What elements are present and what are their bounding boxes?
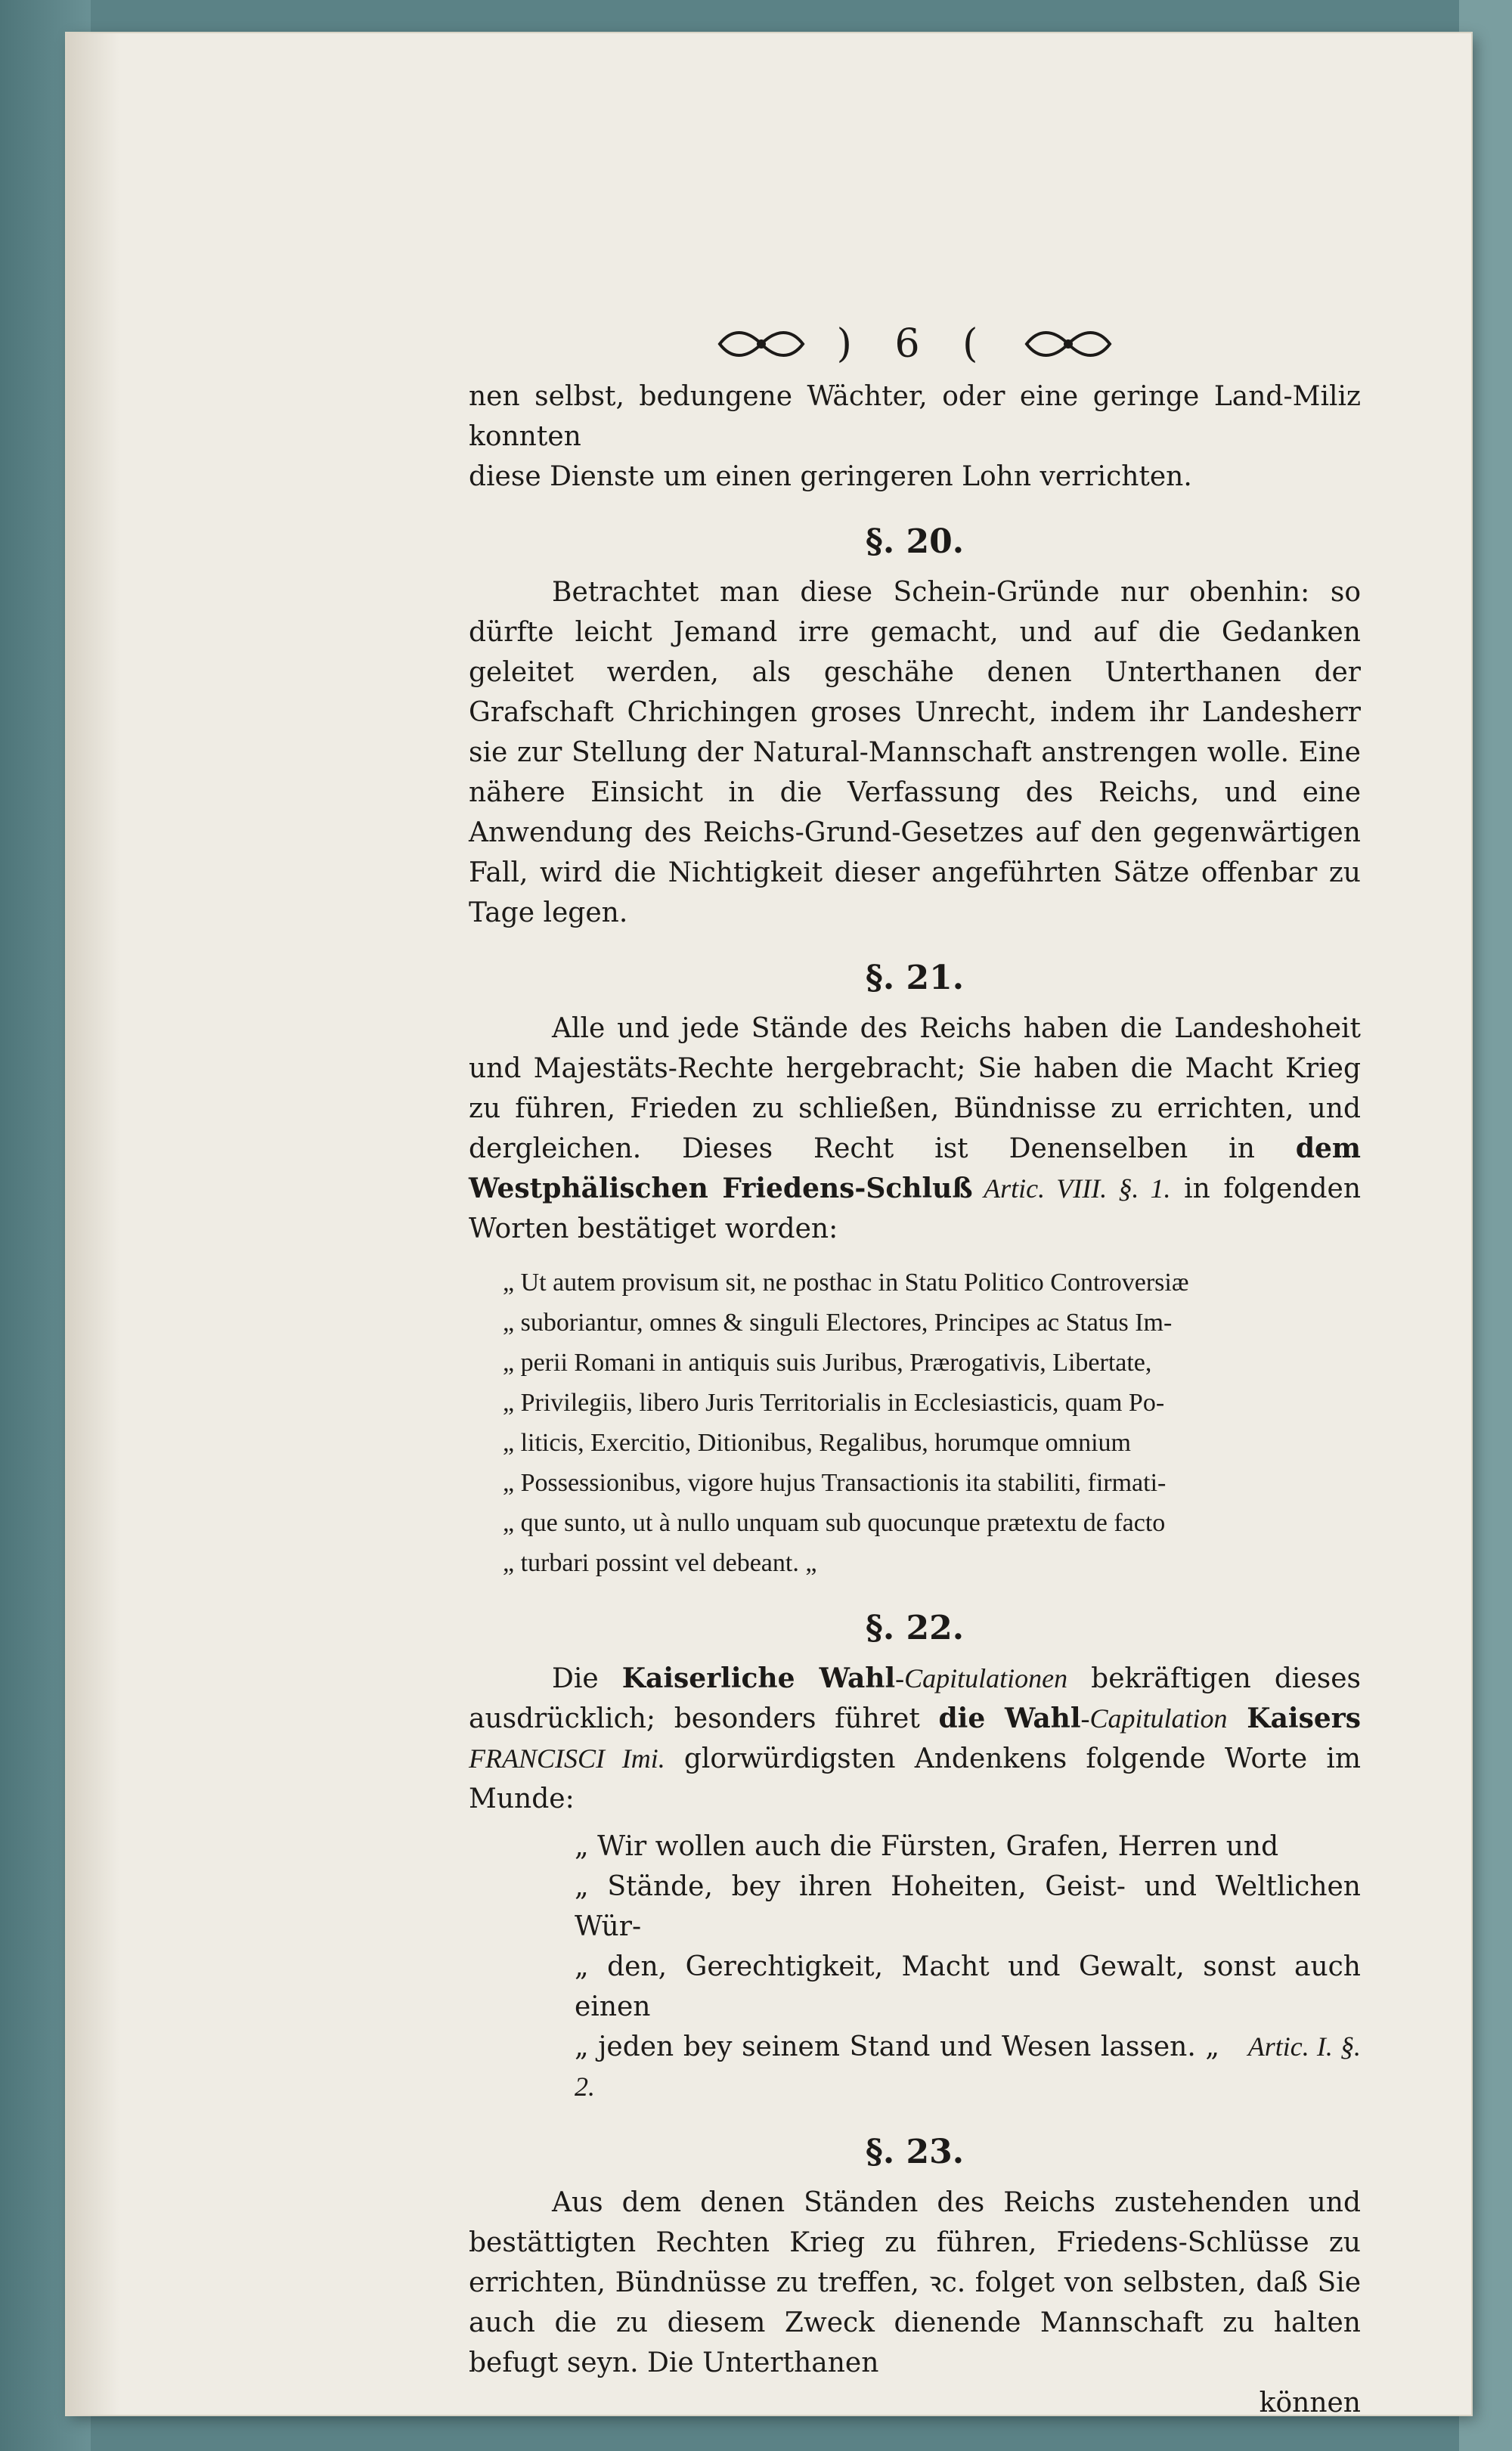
- section-22-paragraph: [469, 1659, 1361, 1819]
- quote-article-ref: Artic. I. §. 2.: [575, 2031, 1361, 2102]
- section-22-bold-c: Kaisers: [1227, 1703, 1362, 1734]
- latin-line: „ suboriantur, omnes & singuli Electores, Principes ac Status Im-: [503, 1309, 1173, 1337]
- left-ornament-icon: [716, 327, 807, 361]
- section-22-bold-a: Kaiserliche Wahl: [621, 1662, 896, 1694]
- quote-line: [575, 2027, 1361, 2107]
- latin-line: „ turbari possint vel debeant. „: [503, 1549, 817, 1577]
- quote-line: „ Stände, bey ihren Hoheiten, Geist- und Weltlichen Wür-: [575, 1871, 1361, 1942]
- page-number: ) 6 (: [836, 321, 993, 367]
- catchword: können: [1259, 2387, 1361, 2418]
- section-23-heading: §. 23.: [865, 2133, 965, 2171]
- section-22-text-a: Die: [552, 1663, 622, 1694]
- page-header: [469, 318, 1361, 370]
- latin-line: „ perii Romani in antiquis suis Juribus, Prærogativis, Libertate,: [503, 1349, 1152, 1377]
- page-content: [469, 318, 1361, 2423]
- latin-quotation: [503, 1263, 1361, 1583]
- capitulation-quotation: [575, 1827, 1361, 2107]
- section-22-italic-b: -Capitulation: [1080, 1703, 1228, 1734]
- latin-line: „ liticis, Exercitio, Ditionibus, Regalibus, horumque omnium: [503, 1429, 1132, 1457]
- latin-line: „ que sunto, ut à nullo unquam sub quocunque prætextu de facto: [503, 1509, 1166, 1537]
- section-22-heading: §. 22.: [865, 1609, 965, 1647]
- section-20-heading: §. 20.: [865, 522, 965, 561]
- intro-line-2: diese Dienste um einen geringeren Lohn verrichten.: [469, 461, 1192, 492]
- section-21-article-ref: Artic. VIII. §. 1.: [972, 1173, 1171, 1204]
- section-21-text-a: Alle und jede Stände des Reichs haben die Landeshoheit und Majestäts-Rechte hergebracht; Sie haben die Macht Krieg zu führen, Frieden zu schließen, Bündnisse zu errichten, und dergleichen. Dieses Recht ist Denenselben in: [469, 1013, 1361, 1164]
- latin-line: „ Ut autem provisum sit, ne posthac in Statu Politico Controversiæ: [503, 1269, 1189, 1297]
- section-22-text-c: glorwürdigsten Andenkens folgende Worte im Munde:: [469, 1743, 1361, 1814]
- section-21-text-b: in folgenden Worten bestätiget worden:: [469, 1173, 1362, 1244]
- latin-line: „ Privilegiis, libero Juris Territorialis in Ecclesiasticis, quam Po-: [503, 1389, 1165, 1417]
- section-21-heading: §. 21.: [865, 959, 965, 997]
- right-ornament-icon: [1023, 327, 1114, 361]
- section-20-paragraph: Betrachtet man diese Schein-Gründe nur obenhin: so dürfte leicht Jemand irre gemacht, und auf die Gedanken geleitet werden, als geschähe denen Unterthanen der Grafschaft Chrichingen groses Unrecht, indem ihr Landesherr sie zur Stellung der Natural-Mannschaft anstrengen wolle. Eine nähere Einsicht in die Verfassung des Reichs, und eine Anwendung des Reichs-Grund-Gesetzes auf den gegenwärtigen Fall, wird die Nichtigkeit dieser angeführten Sätze offenbar zu Tage legen.: [469, 577, 1361, 928]
- quote-line: „ den, Gerechtigkeit, Macht und Gewalt, sonst auch einen: [575, 1951, 1361, 2022]
- section-22-text-b: bekräftigen dieses ausdrücklich; besonders führet: [469, 1663, 1361, 1734]
- section-22-bold-b: die Wahl: [938, 1703, 1081, 1734]
- section-21-paragraph: [469, 1009, 1361, 1249]
- section-21-treaty-name: dem Westphälischen Friedens-Schluß: [469, 1133, 1361, 1204]
- section-22-italic-a: -Capitulationen: [895, 1663, 1068, 1693]
- latin-line: „ Possessionibus, vigore hujus Transactionis ita stabiliti, firmati-: [503, 1469, 1167, 1497]
- page-edge-shadow: [67, 33, 119, 2415]
- intro-line-1: nen selbst, bedungene Wächter, oder eine geringe Land-Miliz konnten: [469, 381, 1361, 452]
- section-22-italic-c: FRANCISCI Imi.: [469, 1743, 665, 1774]
- section-23-paragraph: Aus dem denen Ständen des Reichs zustehenden und bestättigten Rechten Krieg zu führen, Friedens-Schlüsse zu errichten, Bündnüsse zu treffen, ꝛc. folget von selbsten, daß Sie auch die zu diesem Zweck dienende Mannschaft zu halten befugt seyn. Die Unterthanen: [469, 2187, 1361, 2378]
- quote-line: „ Wir wollen auch die Fürsten, Grafen, Herren und: [575, 1831, 1279, 1862]
- quote-line-text: „ jeden bey seinem Stand und Wesen lassen. „: [575, 2031, 1219, 2062]
